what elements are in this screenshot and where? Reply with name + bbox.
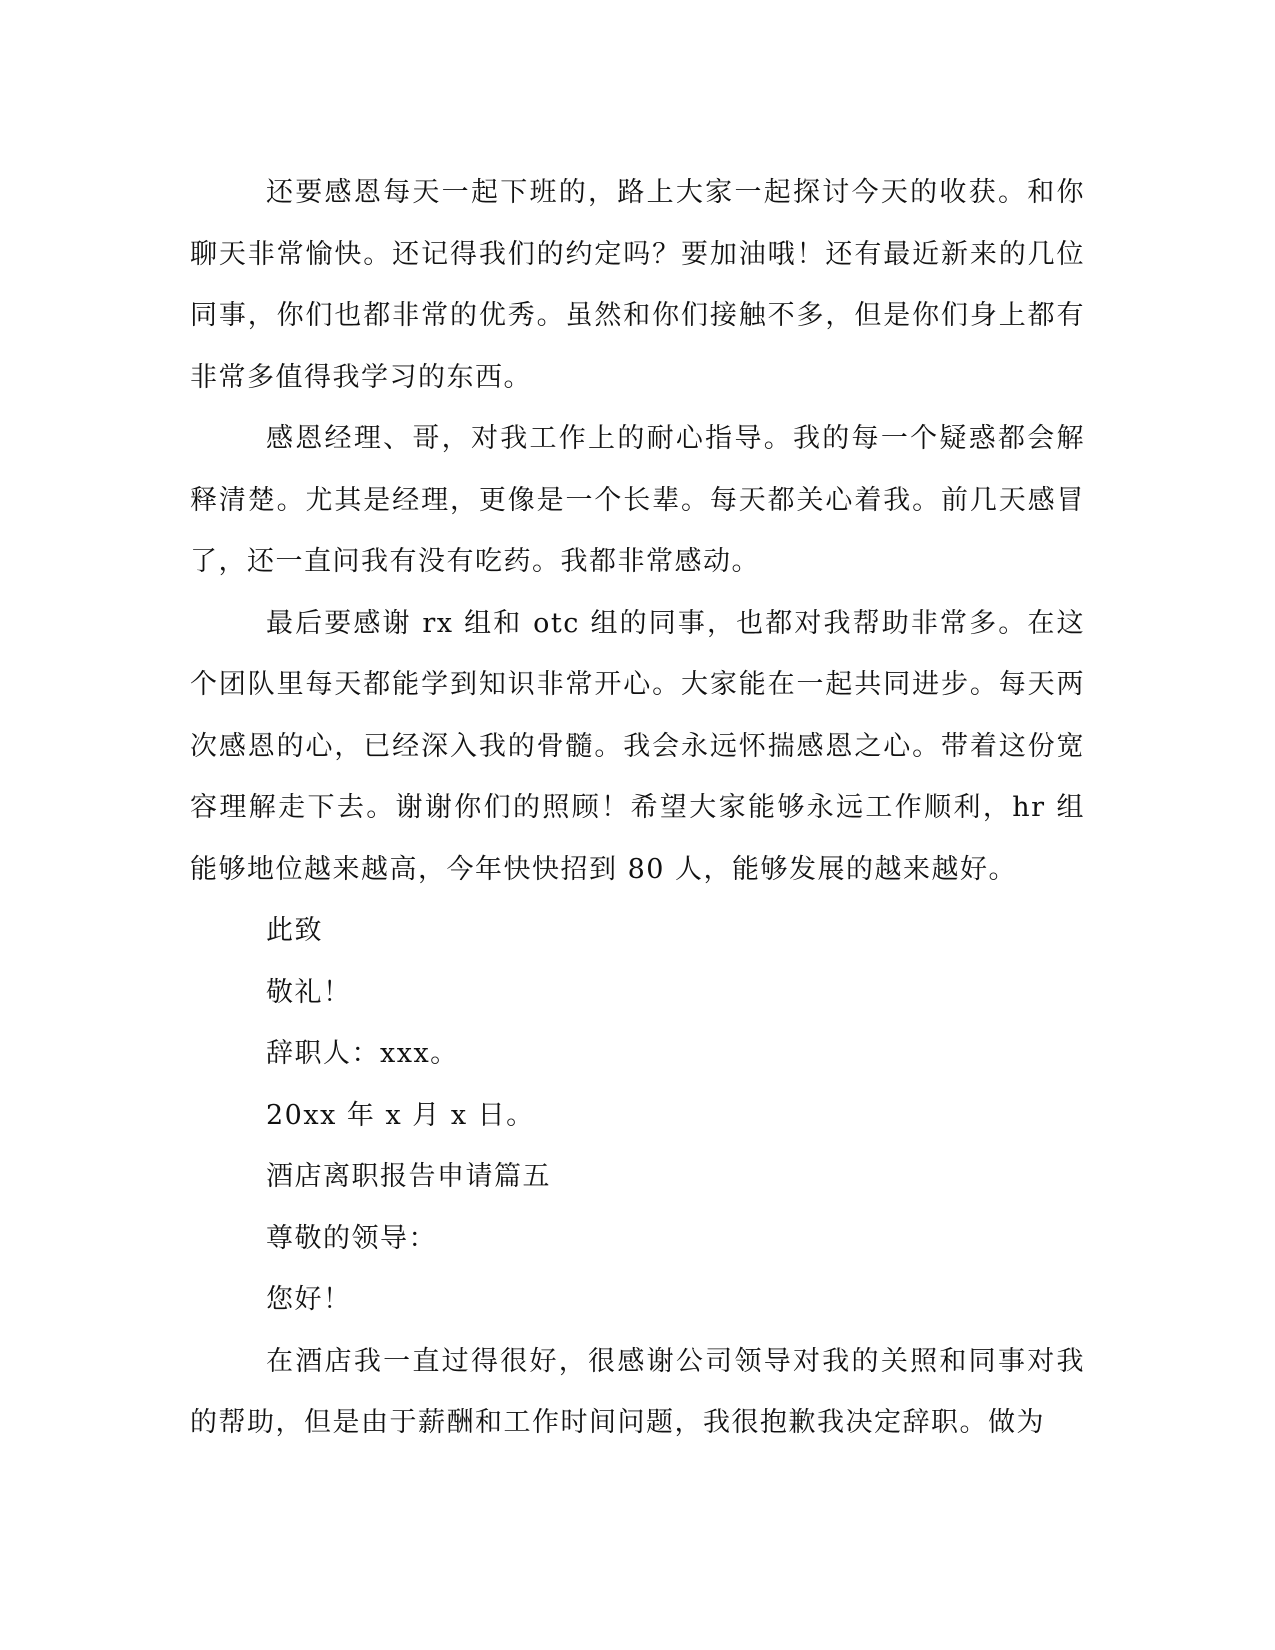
paragraph-thanks-colleagues: 还要感恩每天一起下班的，路上大家一起探讨今天的收获。和你聊天非常愉快。还记得我们的约定吗？要加油哦！还有最近新来的几位同事，你们也都非常的优秀。虽然和你们接触不多，但是你们身上都有非常多值得我学习的东西。 bbox=[190, 177, 1085, 393]
paragraph-thanks-teams: 最后要感谢 rx 组和 otc 组的同事，也都对我帮助非常多。在这个团队里每天都能学到知识非常开心。大家能在一起共同进步。每天两次感恩的心，已经深入我的骨髓。我会永远怀揣感恩之心。带着这份宽容理解走下去。谢谢你们的照顾！希望大家能够永远工作顺利，hr 组能够地位越来越高，今年快快招到 80 人，能够发展的越来越好。 bbox=[190, 607, 1085, 885]
signer-line: 辞职人：xxx。 bbox=[266, 1038, 459, 1069]
salute-line: 敬礼！ bbox=[266, 976, 352, 1008]
greeting-line: 尊敬的领导： bbox=[266, 1222, 437, 1254]
paragraph-resignation: 在酒店我一直过得很好，很感谢公司领导对我的关照和同事对我的帮助，但是由于薪酬和工作时间问题，我很抱歉我决定辞职。做为 bbox=[190, 1345, 1085, 1438]
paragraph-thanks-manager: 感恩经理、哥，对我工作上的耐心指导。我的每一个疑惑都会解释清楚。尤其是经理，更像是一个长辈。每天都关心着我。前几天感冒了，还一直问我有没有吃药。我都非常感动。 bbox=[190, 423, 1085, 577]
document-body bbox=[190, 162, 1085, 1454]
closing-line: 此致 bbox=[266, 915, 323, 946]
hello-line: 您好！ bbox=[266, 1284, 352, 1315]
section-title: 酒店离职报告申请篇五 bbox=[266, 1161, 551, 1192]
date-line: 20xx 年 x 月 x 日。 bbox=[266, 1099, 535, 1131]
